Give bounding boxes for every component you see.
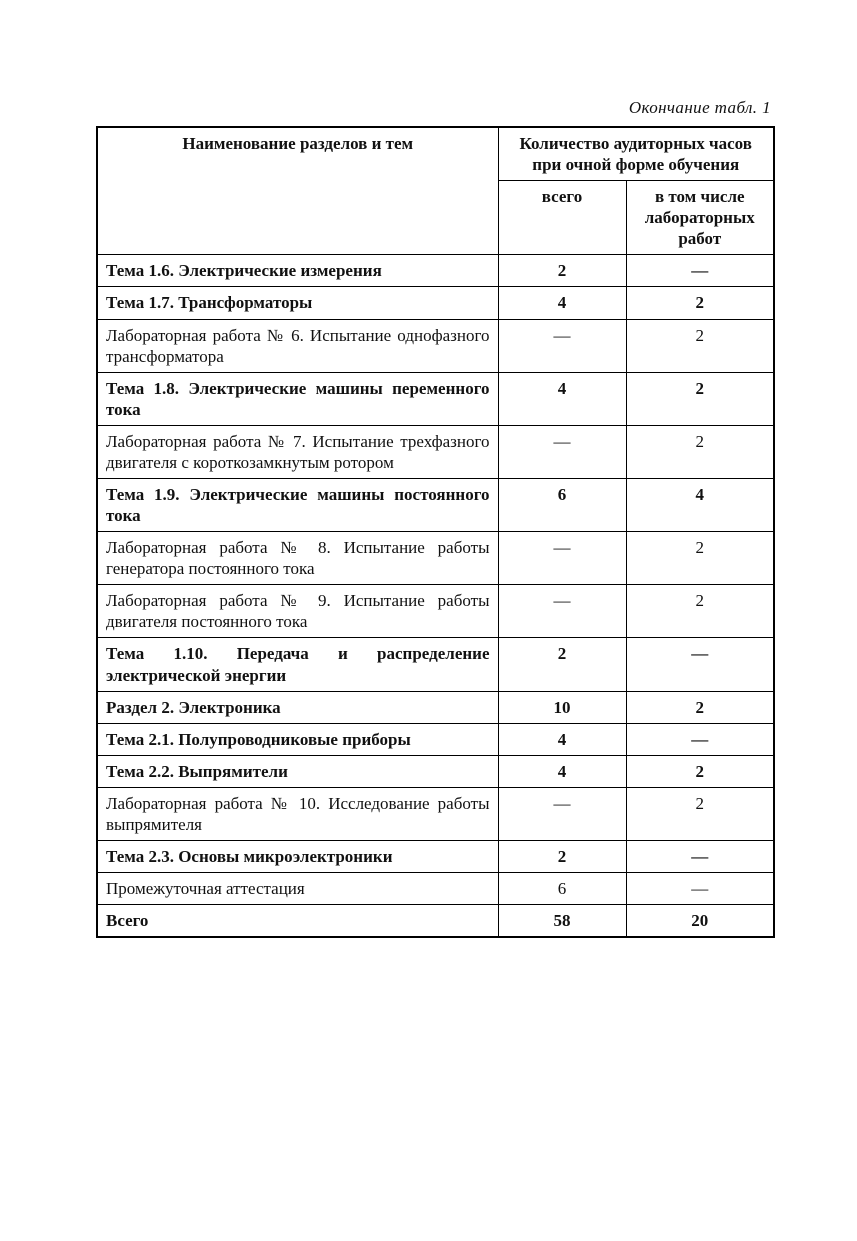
row-lab-cell: —	[626, 841, 774, 873]
header-name-column: Наименование разделов и тем	[97, 127, 498, 255]
row-topic-cell: Лабораторная работа № 9. Испытание работы двигателя постоянного тока	[97, 585, 498, 638]
row-lab-cell: 2	[626, 532, 774, 585]
row-total-cell: —	[498, 585, 626, 638]
table-row	[97, 873, 774, 905]
header-lab-column: в том числе лабораторных работ	[626, 181, 774, 255]
row-topic-cell: Тема 1.8. Электрические машины переменного тока	[97, 372, 498, 425]
table-continuation-caption: Окончание табл. 1	[628, 98, 771, 117]
row-lab-cell: —	[626, 255, 774, 287]
row-total-cell: 2	[498, 255, 626, 287]
row-lab-cell: —	[626, 723, 774, 755]
row-topic-cell: Тема 1.6. Электрические измерения	[97, 255, 498, 287]
row-total-cell: 4	[498, 755, 626, 787]
row-topic-cell: Лабораторная работа № 8. Испытание работы генератора постоянного тока	[97, 532, 498, 585]
table-row	[97, 787, 774, 840]
row-total-cell: —	[498, 319, 626, 372]
row-lab-cell: —	[626, 873, 774, 905]
row-topic-cell: Промежуточная аттестация	[97, 873, 498, 905]
table-row	[97, 425, 774, 478]
row-total-cell: 58	[498, 905, 626, 938]
row-total-cell: 4	[498, 287, 626, 319]
row-total-cell: 4	[498, 723, 626, 755]
table-row	[97, 319, 774, 372]
table-row	[97, 755, 774, 787]
page-content	[96, 98, 773, 938]
row-topic-cell: Раздел 2. Электроника	[97, 691, 498, 723]
row-topic-cell: Тема 2.3. Основы микроэлектроники	[97, 841, 498, 873]
table-row	[97, 255, 774, 287]
row-lab-cell: 20	[626, 905, 774, 938]
table-row	[97, 691, 774, 723]
row-topic-cell: Тема 2.1. Полупроводниковые приборы	[97, 723, 498, 755]
row-lab-cell: 2	[626, 372, 774, 425]
table-row	[97, 532, 774, 585]
row-topic-cell: Лабораторная работа № 10. Исследование работы выпрямителя	[97, 787, 498, 840]
curriculum-hours-table	[96, 126, 775, 938]
row-topic-cell: Лабораторная работа № 7. Испытание трехфазного двигателя с короткозамкнутым ротором	[97, 425, 498, 478]
row-total-cell: 6	[498, 873, 626, 905]
row-total-cell: 2	[498, 841, 626, 873]
row-lab-cell: 2	[626, 287, 774, 319]
table-row	[97, 585, 774, 638]
row-topic-cell: Тема 2.2. Выпрямители	[97, 755, 498, 787]
row-total-cell: 4	[498, 372, 626, 425]
row-lab-cell: 2	[626, 787, 774, 840]
table-row	[97, 638, 774, 691]
row-lab-cell: —	[626, 638, 774, 691]
row-lab-cell: 2	[626, 425, 774, 478]
row-total-cell: —	[498, 532, 626, 585]
header-total-column: всего	[498, 181, 626, 255]
row-total-cell: —	[498, 787, 626, 840]
row-total-cell: 6	[498, 479, 626, 532]
row-lab-cell: 2	[626, 319, 774, 372]
header-hours-group: Количество аудиторных часов при очной форме обучения	[498, 127, 774, 181]
row-topic-cell: Всего	[97, 905, 498, 938]
row-topic-cell: Тема 1.10. Передача и распределение электрической энергии	[97, 638, 498, 691]
table-row	[97, 479, 774, 532]
table-row	[97, 841, 774, 873]
row-topic-cell: Тема 1.7. Трансформаторы	[97, 287, 498, 319]
table-row	[97, 372, 774, 425]
table-row	[97, 287, 774, 319]
row-lab-cell: 2	[626, 585, 774, 638]
row-lab-cell: 2	[626, 691, 774, 723]
row-lab-cell: 4	[626, 479, 774, 532]
table-row-total	[97, 905, 774, 938]
row-total-cell: 10	[498, 691, 626, 723]
table-row	[97, 723, 774, 755]
row-total-cell: —	[498, 425, 626, 478]
row-topic-cell: Лабораторная работа № 6. Испытание однофазного трансформатора	[97, 319, 498, 372]
row-total-cell: 2	[498, 638, 626, 691]
row-lab-cell: 2	[626, 755, 774, 787]
header-row-group	[97, 127, 774, 181]
row-topic-cell: Тема 1.9. Электрические машины постоянного тока	[97, 479, 498, 532]
